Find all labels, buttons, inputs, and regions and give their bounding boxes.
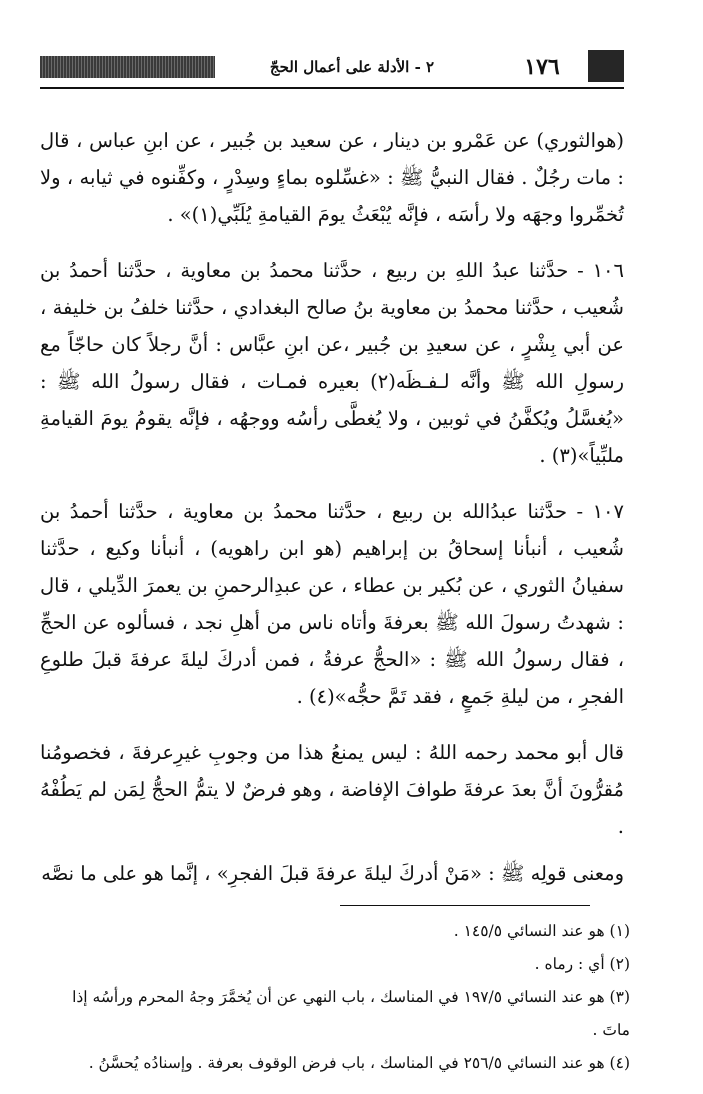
header-rule: [40, 87, 624, 89]
footnote-separator: [340, 905, 590, 906]
paragraph-commentary: قال أبو محمد رحمه اللهُ : ليس يمنعُ هذا من وجوبِ غيرِعرفةَ ، فخصومُنا مُقرُّونَ أنَّ بعدَ عرفةَ طوافَ الإفاضة ، وهو فرضٌ لا يتمُّ الحجُّ لِمَن لم يَطُفْهُ .: [40, 741, 624, 838]
footnotes: [40, 915, 630, 1080]
header-decoration-bar: [40, 56, 215, 78]
page-header: [40, 46, 624, 90]
paragraph-hadith-107: ١٠٧ - حدَّثنا عبدُالله بن ربيع ، حدَّثنا محمدُ بن معاوية ، حدَّثنا أحمدُ بن شُعيب ، أنبأنا إسحاقُ بن إبراهيم (هو ابن راهويه) ، أنبأنا وكيع ، حدَّثنا سفيانُ الثوري ، عن بُكير بن عطاء ، عن عبدِالرحمنِ بن يعمرَ الدِّيلي ، قال : شهدتُ رسولَ الله ﷺ بعرفةَ وأتاه ناس من أهلِ نجد ، فسألوه عن الحجِّ ، فقال رسولُ الله ﷺ : «الحجُّ عرفةُ ، فمن أدركَ ليلةَ عرفةَ قبلَ طلوعِ الفجرِ ، من ليلةِ جَمعٍ ، فقد تَمَّ حجُّه»(٤) .: [40, 500, 624, 708]
footnote-2: (٢) أي : رماه .: [534, 955, 630, 973]
header-thumb-tab: [588, 50, 624, 82]
footnote-4: (٤) هو عند النسائي ٢٥٦/٥ في المناسك ، باب فرض الوقوف بعرفة . وإسنادُه يُحسَّنُ .: [88, 1054, 630, 1072]
paragraph-hadith-106: ١٠٦ - حدَّثنا عبدُ اللهِ بن ربيع ، حدَّثنا محمدُ بن معاوية ، حدَّثنا أحمدُ بن شُعيب ، حدَّثنا محمدُ بن معاوية بنُ صالح البغدادي ، حدَّثنا خلفُ بن خليفة ، عن أبي بِشْرٍ ، عن سعيدِ بن جُبير ،عن ابنِ عبَّاس : أنَّ رجلاً كان حاجّاً مع رسولِ الله ﷺ وأنَّه لـفـظَه(٢) بعيره فمـات ، فقال رسولُ الله ﷺ : «يُغسَّلُ ويُكفَّنُ في ثوبين ، ولا يُغطَّى رأسُه ووجهُه ، فإنَّه يقومُ يومَ القيامةِ ملبِّياً»(٣) .: [40, 259, 624, 467]
body-text: [40, 122, 624, 911]
chapter-title: ٢ - الأدلة على أعمال الحجّ: [269, 58, 435, 76]
paragraph-hadith-continuation: (هوالثوري) عن عَمْرو بن دينار ، عن سعيد بن جُبير ، عن ابنِ عباس ، قال : مات رجُلٌ . فقال النبيُّ ﷺ : «غسِّلوه بماءٍ وسِدْرٍ ، وكفِّنوه في ثيابه ، ولا تُخمِّروا وجهَه ولا رأسَه ، فإنَّه يُبْعَثُ يومَ القيامةِ يُلَبِّي(١)» .: [40, 129, 624, 226]
footnote-1: (١) هو عند النسائي ١٤٥/٥ .: [453, 922, 630, 940]
footnote-3: (٣) هو عند النسائي ١٩٧/٥ في المناسك ، باب النهي عن أن يُخمَّرَ وجهُ المحرم ورأسُه إذا ماتَ .: [72, 988, 630, 1039]
page-number: ١٧٦: [524, 54, 560, 80]
paragraph-meaning: ومعنى قولِه ﷺ : «مَنْ أدركَ ليلةَ عرفةَ قبلَ الفجرِ» ، إنَّما هو على ما نصَّه: [41, 862, 624, 885]
